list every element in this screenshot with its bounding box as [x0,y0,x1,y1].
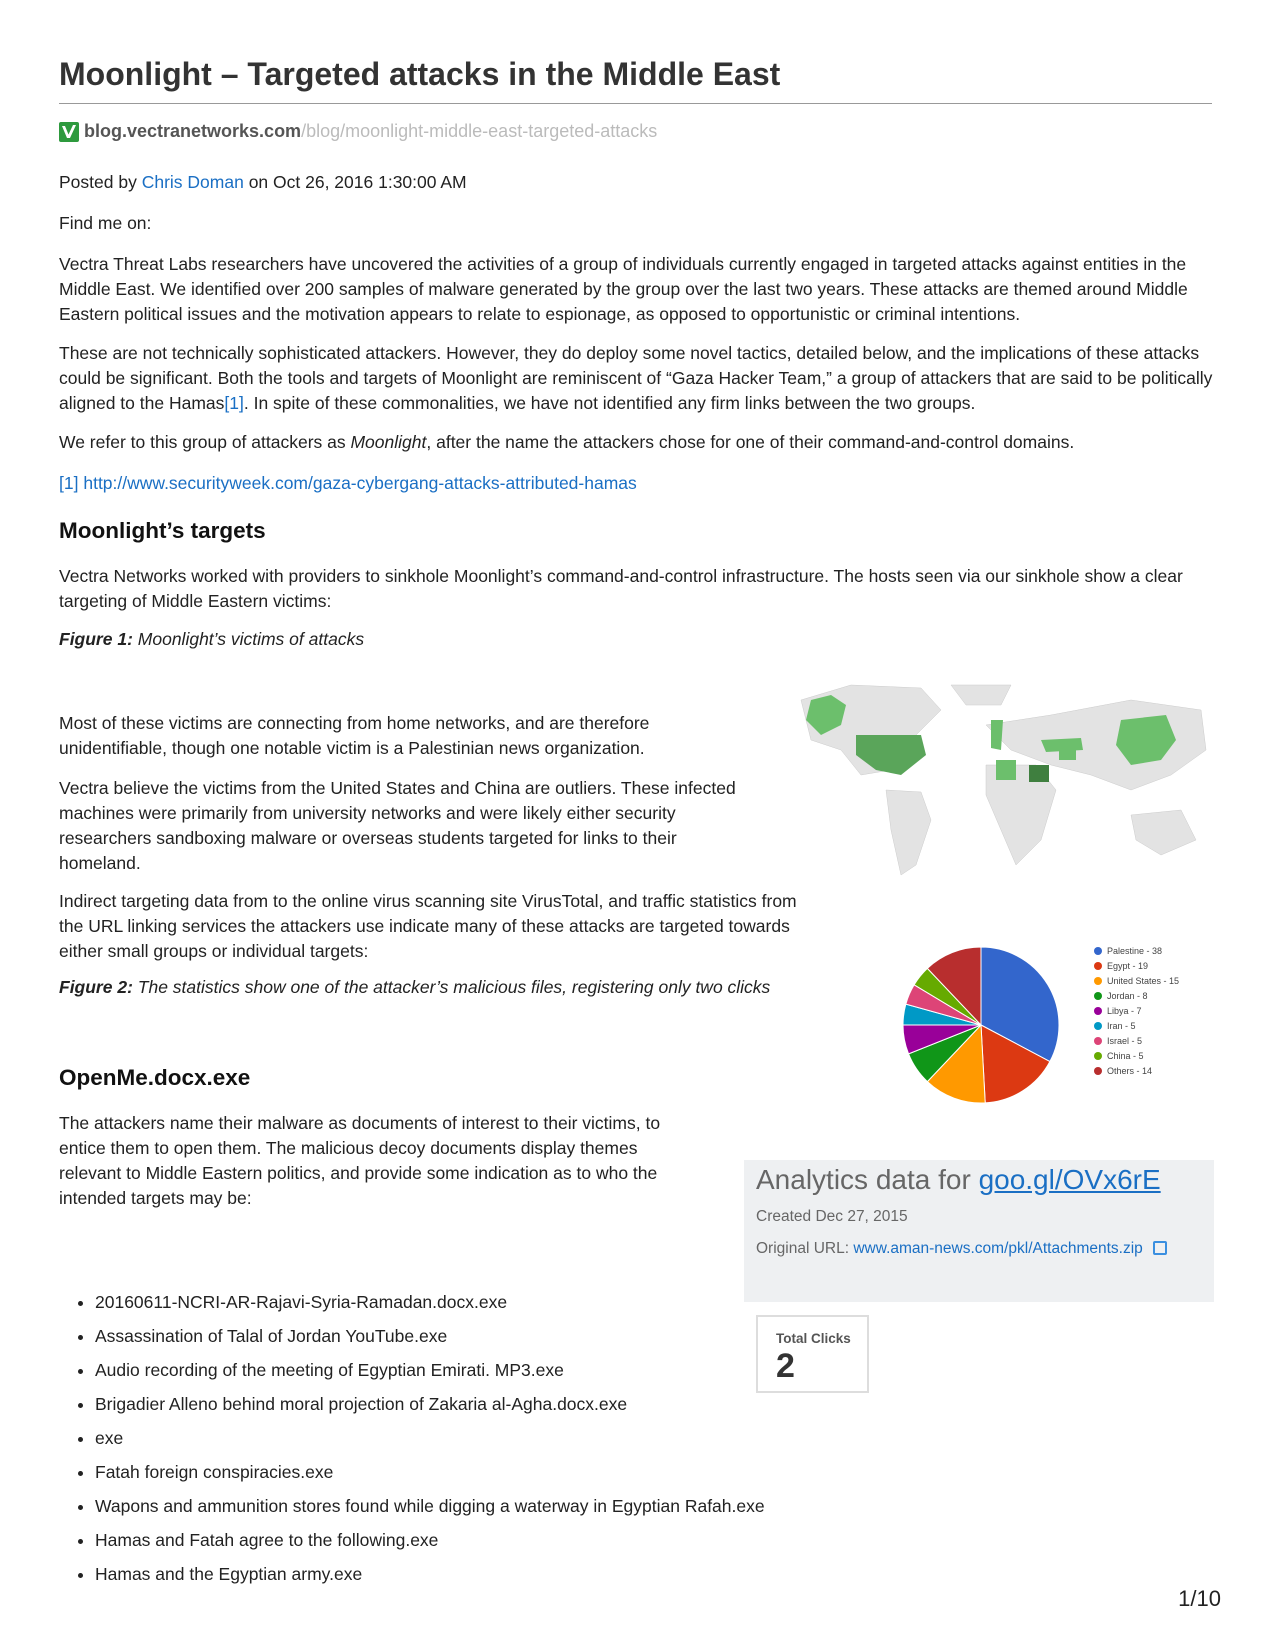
targets-paragraph-2: Most of these victims are connecting from home networks, and are therefore unidentifiable, though one notable victim is a Palestinian news organization. [59,713,650,758]
legend-label: China - 5 [1107,1050,1144,1061]
group-name: Moonlight [350,432,427,452]
vectra-logo-icon [59,122,79,142]
pie-legend [1094,943,1179,1078]
page-title: Moonlight – Targeted attacks in the Middle East [59,56,1212,104]
original-url-row [756,1240,1167,1258]
legend-entry [1094,1063,1179,1078]
list-item: • Wapons and ammunition stores found while digging a waterway in Egyptian Rafah.exe [95,1494,765,1528]
victims-world-map [791,680,1214,885]
list-item: • Fatah foreign conspiracies.exe [95,1460,765,1494]
legend-swatch [1094,977,1102,985]
analytics-title [756,1164,1161,1196]
paragraph-3-text-end: , after the name the attackers chose for one of their command-and-control domains. [426,432,1075,452]
legend-entry [1094,1018,1179,1033]
byline [59,170,467,195]
list-item: • exe [95,1426,765,1460]
external-link-icon[interactable] [1153,1241,1167,1255]
legend-swatch [1094,962,1102,970]
openme-heading: OpenMe.docx.exe [59,1065,251,1090]
find-me-label: Find me on: [59,213,152,233]
legend-swatch [1094,1067,1102,1075]
paragraph-2-text-end: . In spite of these commonalities, we have not identified any firm links between the two groups. [243,393,976,413]
legend-label: Others - 14 [1107,1065,1153,1076]
legend-entry [1094,1003,1179,1018]
total-clicks-value: 2 [776,1347,795,1385]
list-item: • Assassination of Talal of Jordan YouTube.exe [95,1324,765,1358]
footnote [59,471,637,496]
legend-swatch [1094,1022,1102,1030]
figure-2-caption [59,977,770,998]
victims-pie-chart [896,940,1066,1110]
figure-1-label: Figure 1: [59,629,133,649]
figure-1-caption [59,629,364,650]
malware-file-list [59,1290,765,1596]
legend-swatch [1094,1052,1102,1060]
targets-paragraph-1: Vectra Networks worked with providers to sinkhole Moonlight’s command-and-control infrastructure. The hosts seen via our sinkhole show a clear targeting of Middle Eastern victims: [59,566,1183,611]
legend-label: Palestine - 38 [1107,945,1163,956]
figure-1-text: Moonlight’s victims of attacks [137,629,365,649]
original-url-label: Original URL: [756,1240,850,1257]
targets-paragraph-4: Indirect targeting data from to the online virus scanning site VirusTotal, and traffic statistics from the URL linking services the attackers use indicate many of these attacks are targeted towards either small groups or individual targets: [59,891,797,961]
analytics-panel [744,1160,1214,1302]
author-link[interactable]: Chris Doman [141,172,244,192]
paragraph-2-text: These are not technically sophisticated attackers. However, they do deploy some novel tactics, detailed below, and the implications of these attacks could be significant. Both the tools and targets of Moonlight are reminiscent of “Gaza Hacker Team,” a group of attackers that are said to be politically aligned to the Hamas [59,343,1213,413]
targets-paragraph-3: Vectra believe the victims from the United States and China are outliers. These infected machines were primarily from university networks and were likely either security researchers sandboxing malware or overseas students targeted for links to their homeland. [59,778,736,873]
byline-date: on Oct 26, 2016 1:30:00 AM [248,172,467,192]
source-path-link[interactable]: /blog/moonlight-middle-east-targeted-attacks [301,121,658,141]
legend-label: Jordan - 8 [1107,990,1148,1001]
legend-entry [1094,988,1179,1003]
legend-entry [1094,1033,1179,1048]
legend-label: Iran - 5 [1107,1020,1136,1031]
paragraph-3 [59,430,1214,455]
legend-label: Israel - 5 [1107,1035,1143,1046]
figure-2-label: Figure 2: [59,977,133,997]
intro-paragraph: Vectra Threat Labs researchers have uncovered the activities of a group of individuals currently engaged in targeted attacks against entities in the Middle East. We identified over 200 samples of malware generated by the group over the last two years. These attacks are themed around Middle Eastern political issues and the motivation appears to relate to espionage, as opposed to opportunistic or criminal intentions. [59,254,1188,324]
total-clicks-label: Total Clicks [776,1331,851,1346]
list-item: • Brigadier Alleno behind moral projection of Zakaria al-Agha.docx.exe [95,1392,765,1426]
legend-entry [1094,943,1179,958]
legend-swatch [1094,947,1102,955]
footnote-number-link[interactable]: [1] [59,473,79,493]
legend-swatch [1094,1007,1102,1015]
source-line [59,121,657,142]
legend-swatch [1094,1037,1102,1045]
original-url-link[interactable]: www.aman-news.com/pkl/Attachments.zip [853,1240,1143,1257]
analytics-title-prefix: Analytics data for [756,1164,971,1195]
legend-entry [1094,973,1179,988]
legend-entry [1094,1048,1179,1063]
short-url-link[interactable]: goo.gl/OVx6rE [978,1164,1161,1195]
legend-label: Libya - 7 [1107,1005,1142,1016]
byline-prefix: Posted by [59,172,137,192]
paragraph-3-text: We refer to this group of attackers as [59,432,351,452]
legend-swatch [1094,992,1102,1000]
footnote-ref-link[interactable]: [1] [224,393,244,413]
created-date: Created Dec 27, 2015 [756,1208,908,1225]
legend-label: Egypt - 19 [1107,960,1149,971]
list-item: • Hamas and Fatah agree to the following.exe [95,1528,765,1562]
list-item: • Audio recording of the meeting of Egyptian Emirati. MP3.exe [95,1358,765,1392]
page-number: 1/10 [1178,1586,1221,1611]
list-item: • Hamas and the Egyptian army.exe [95,1562,765,1596]
source-domain-link[interactable]: blog.vectranetworks.com [84,121,302,141]
legend-entry [1094,958,1179,973]
total-clicks-card [756,1315,869,1393]
targets-heading: Moonlight’s targets [59,518,266,543]
legend-label: United States - 15 [1107,975,1180,986]
figure-2-text: The statistics show one of the attacker’s malicious files, registering only two clicks [137,977,771,997]
footnote-url-link[interactable]: http://www.securityweek.com/gaza-cybergang-attacks-attributed-hamas [83,473,637,493]
openme-paragraph: The attackers name their malware as documents of interest to their victims, to entice them to open them. The malicious decoy documents display themes relevant to Middle Eastern politics, and provide some indication as to who the intended targets may be: [59,1113,661,1208]
paragraph-2 [59,341,1214,416]
list-item: • 20160611-NCRI-AR-Rajavi-Syria-Ramadan.docx.exe [95,1290,765,1324]
